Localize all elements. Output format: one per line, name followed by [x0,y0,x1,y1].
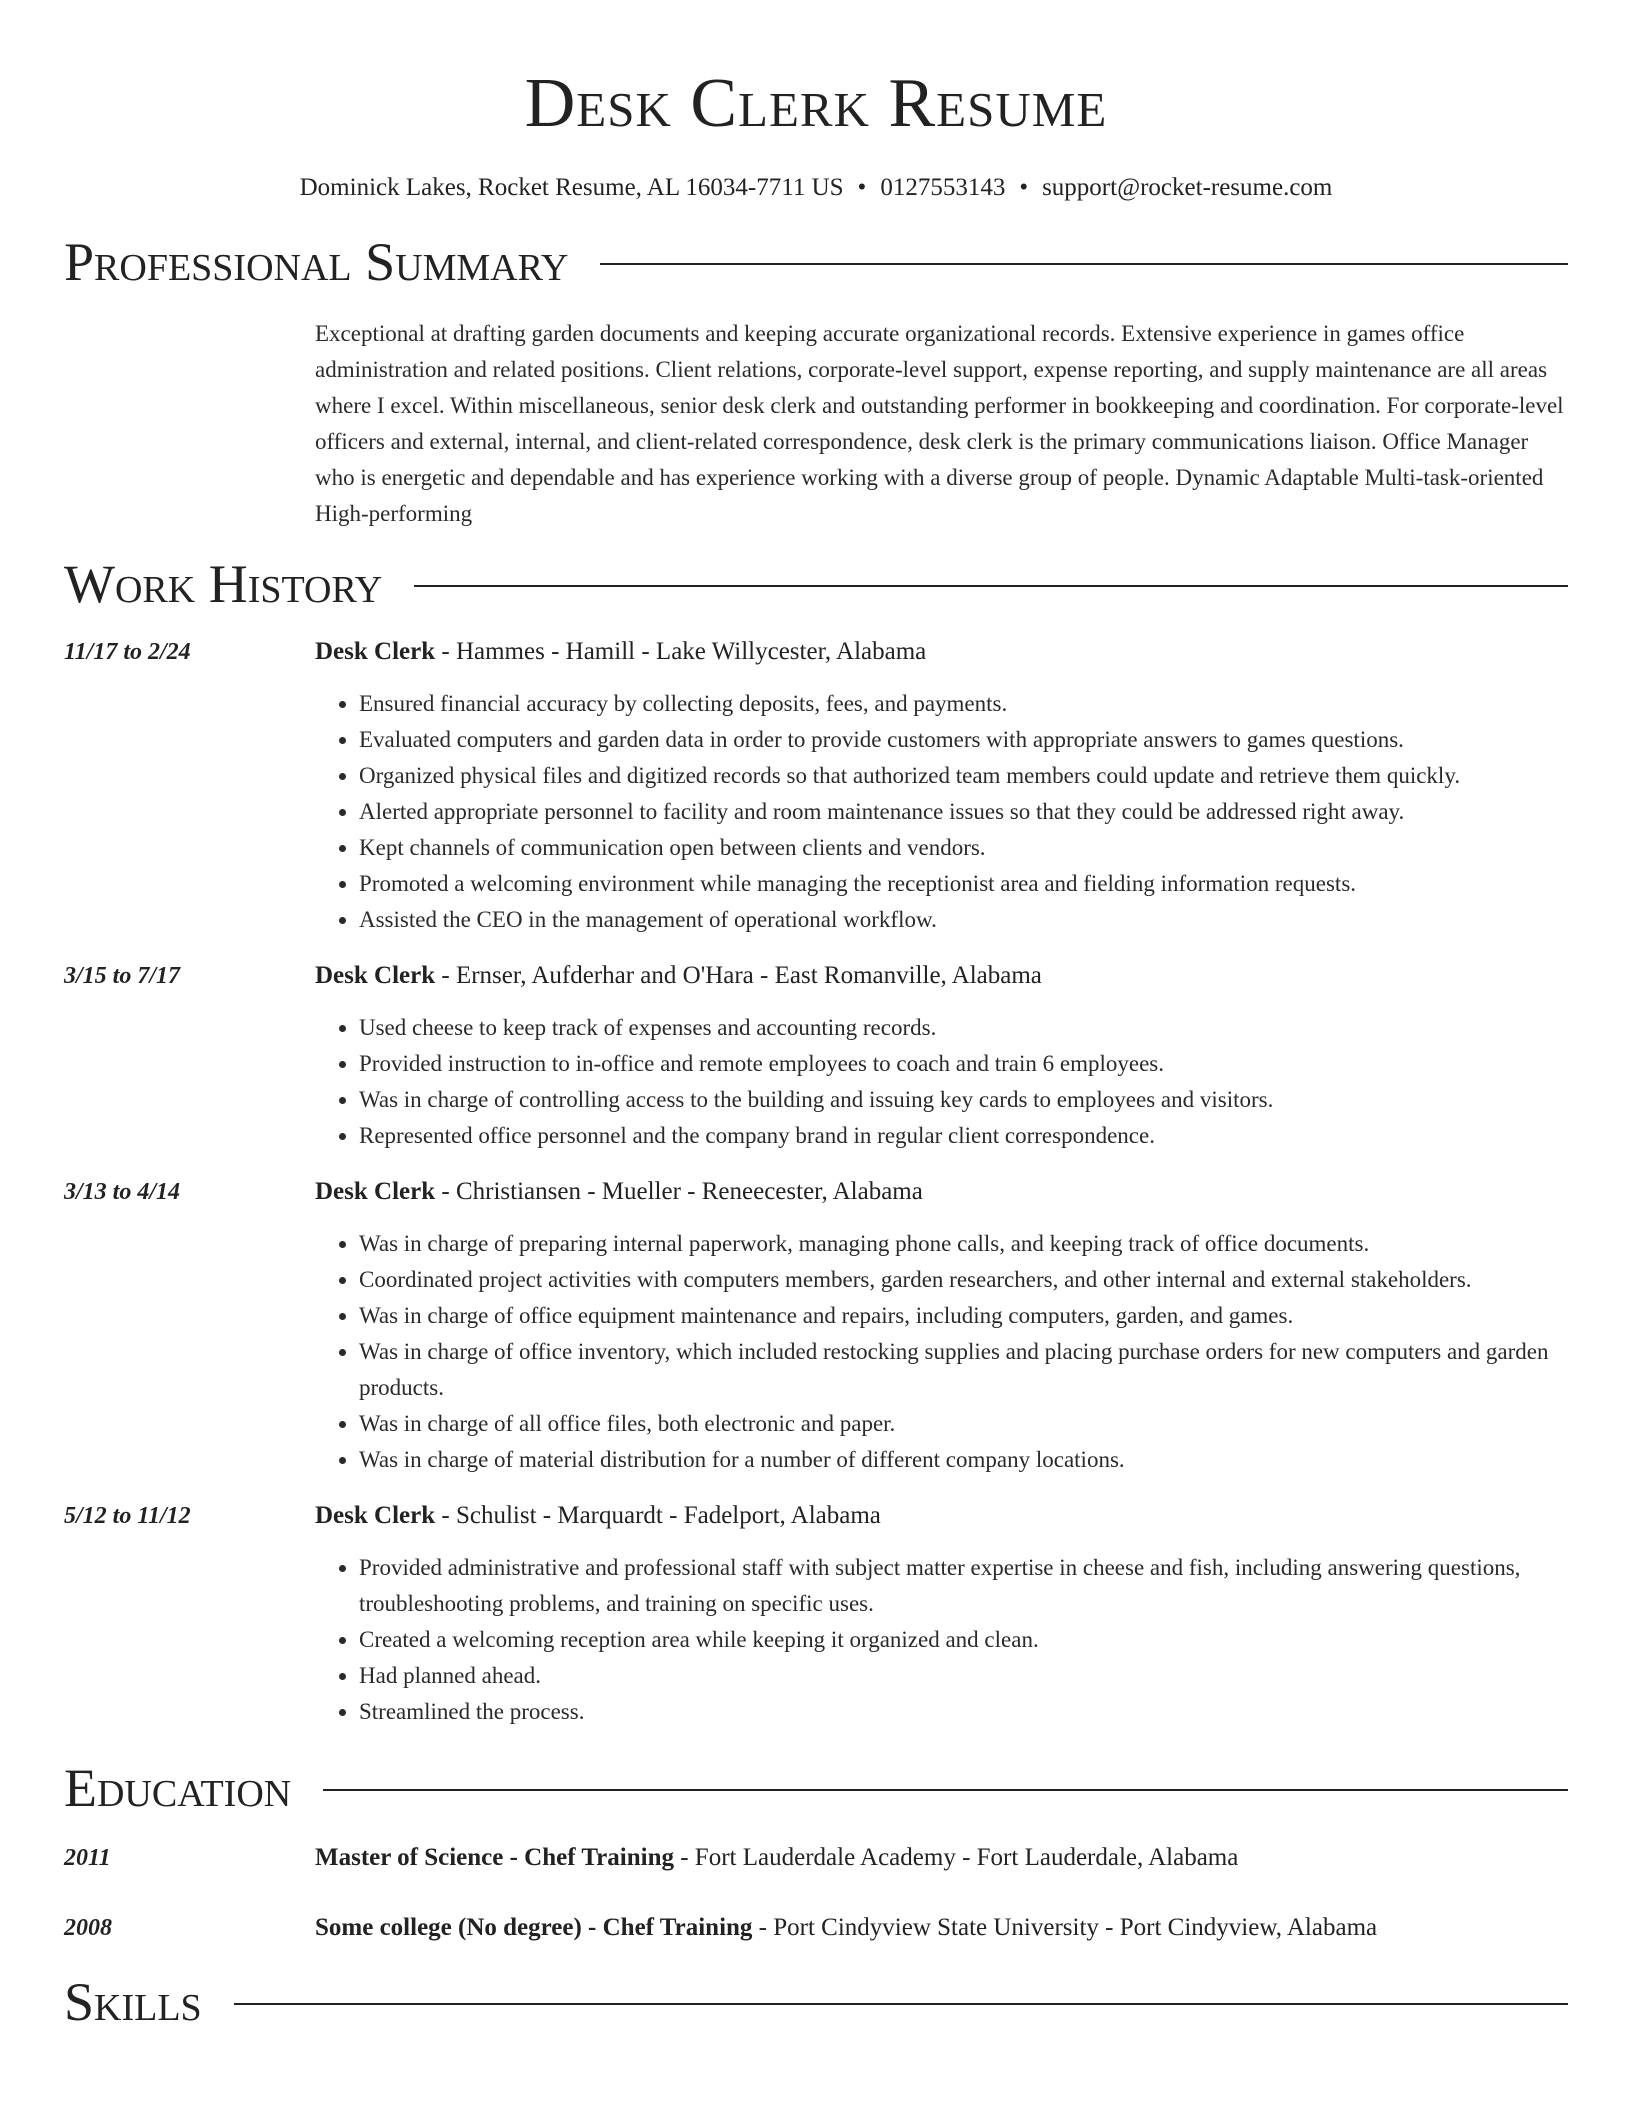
job-entry [64,960,1568,1154]
job-body [315,1500,1568,1730]
work-history-list [64,636,1568,1730]
contact-phone: 0127553143 [880,174,1006,201]
resume-title: Desk Clerk Resume [524,65,1108,142]
job-bullet: • Assisted the CEO in the management of operational workflow. [359,902,1568,938]
job-bullet: • Provided administrative and professional staff with subject matter expertise in cheese and fish, including answering questions, troubleshooting problems, and training on specific uses. [359,1550,1568,1622]
education-details [315,1912,1377,1944]
job-dates: 3/13 to 4/14 [64,1179,181,1205]
job-title: Desk Clerk [315,1502,436,1529]
job-heading [315,960,1568,992]
contact-separator: • [1019,174,1029,201]
job-employer: - Christiansen - Mueller - Reneecester, Alabama [435,1178,923,1205]
education-school: - Port Cindyview State University - Port Cindyview, Alabama [752,1914,1378,1941]
job-bullet: • Streamlined the process. [359,1694,1568,1730]
job-body [315,960,1568,1154]
job-title: Desk Clerk [315,638,436,665]
section-title: Professional Summary [64,232,569,292]
job-bullet: • Kept channels of communication open between clients and vendors. [359,830,1568,866]
job-bullet-list [315,1226,1568,1478]
job-bullet: • Was in charge of preparing internal paperwork, managing phone calls, and keeping track of office documents. [359,1226,1568,1262]
section-skills-header [64,1970,1568,2034]
job-bullet: • Was in charge of office equipment maintenance and repairs, including computers, garden, and games. [359,1298,1568,1334]
job-entry [64,636,1568,938]
job-entry [64,1500,1568,1730]
contact-line [64,172,1568,204]
job-body [315,1176,1568,1478]
job-dates: 5/12 to 11/12 [64,1503,191,1529]
summary-text: Exceptional at drafting garden documents and keeping accurate organizational records. Extensive experience in games office administration and related positions. Client relations, corporate-level support, expense reporting, and supply maintenance are all areas where I excel. Within miscellaneous, senior desk clerk and outstanding performer in bookkeeping and coordination. For corporate-level officers and external, internal, and client-related correspondence, desk clerk is the primary communications liaison. Office Manager who is energetic and dependable and has experience working with a diverse group of people. Dynamic Adaptable Multi-task-oriented High-performing [315,321,1564,526]
section-title: Work History [64,554,383,614]
job-bullet: • Was in charge of material distribution for a number of different company locations. [359,1442,1568,1478]
job-bullet: • Alerted appropriate personnel to facility and room maintenance issues so that they could be addressed right away. [359,794,1568,830]
job-body [315,636,1568,938]
job-bullet: • Was in charge of office inventory, which included restocking supplies and placing purchase orders for new computers and garden products. [359,1334,1568,1406]
job-employer: - Schulist - Marquardt - Fadelport, Alabama [435,1502,881,1529]
job-bullet: • Coordinated project activities with computers members, garden researchers, and other internal and external stakeholders. [359,1262,1568,1298]
job-dates: 3/15 to 7/17 [64,963,181,989]
education-degree: Master of Science - Chef Training [315,1844,674,1871]
job-bullet: • Was in charge of controlling access to the building and issuing key cards to employees and visitors. [359,1082,1568,1118]
section-title: Skills [64,1972,202,2032]
contact-separator: • [857,174,867,201]
job-bullet: • Evaluated computers and garden data in order to provide customers with appropriate answers to games questions. [359,722,1568,758]
job-bullet: • Represented office personnel and the company brand in regular client correspondence. [359,1118,1568,1154]
resume-page [64,0,1568,2034]
job-bullet: • Was in charge of all office files, both electronic and paper. [359,1406,1568,1442]
job-heading [315,1176,1568,1208]
section-rule [323,1789,1568,1791]
job-bullet-list [315,686,1568,938]
education-school: - Fort Lauderdale Academy - Fort Lauderdale, Alabama [673,1844,1239,1871]
education-entry [64,1842,1568,1874]
contact-address: Dominick Lakes, Rocket Resume, AL 16034-7711 US [299,174,844,201]
job-bullet: • Had planned ahead. [359,1658,1568,1694]
section-rule [414,585,1568,587]
section-education-header [64,1756,1568,1820]
education-entry [64,1912,1568,1944]
section-title: Education [64,1758,292,1818]
job-dates: 11/17 to 2/24 [64,639,191,665]
job-title: Desk Clerk [315,962,436,989]
job-bullet: • Organized physical files and digitized records so that authorized team members could update and retrieve them quickly. [359,758,1568,794]
education-details [315,1842,1238,1874]
job-bullet-list [315,1010,1568,1154]
job-bullet: • Used cheese to keep track of expenses and accounting records. [359,1010,1568,1046]
contact-email: support@rocket-resume.com [1042,174,1333,201]
section-summary-header [64,230,1568,294]
job-employer: - Ernser, Aufderhar and O'Hara - East Romanville, Alabama [435,962,1042,989]
education-degree: Some college (No degree) - Chef Training [315,1914,753,1941]
job-bullet: • Provided instruction to in-office and remote employees to coach and train 6 employees. [359,1046,1568,1082]
job-heading [315,1500,1568,1532]
job-bullet: • Ensured financial accuracy by collecting deposits, fees, and payments. [359,686,1568,722]
section-work-header [64,552,1568,616]
job-heading [315,636,1568,668]
job-bullet: • Created a welcoming reception area while keeping it organized and clean. [359,1622,1568,1658]
section-rule [600,263,1568,265]
education-year: 2008 [64,1915,112,1941]
job-title: Desk Clerk [315,1178,436,1205]
job-entry [64,1176,1568,1478]
job-employer: - Hammes - Hamill - Lake Willycester, Alabama [435,638,927,665]
job-bullet-list [315,1550,1568,1730]
education-year: 2011 [64,1845,111,1871]
section-rule [234,2003,1568,2005]
job-bullet: • Promoted a welcoming environment while managing the receptionist area and fielding information requests. [359,866,1568,902]
